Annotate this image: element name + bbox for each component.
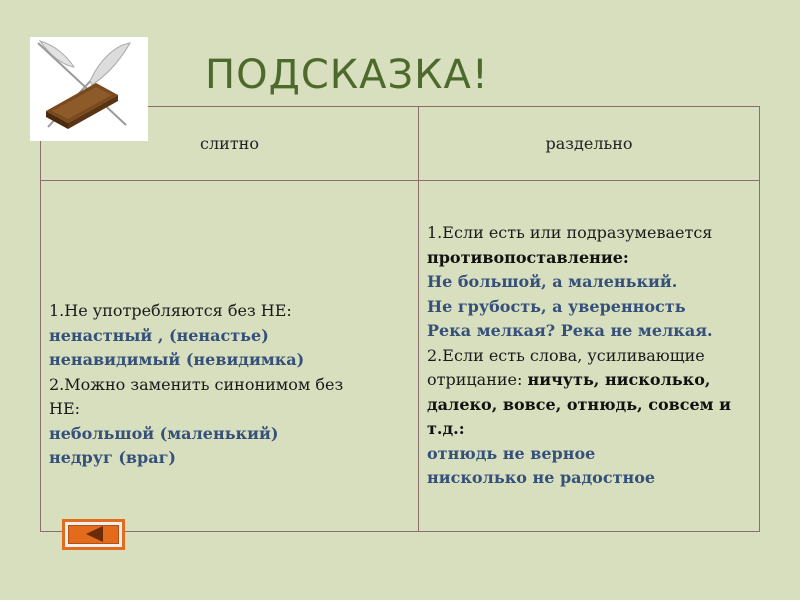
quill-book-logo-icon [30,37,148,141]
page-title: ПОДСКАЗКА! [205,52,489,98]
example-line: недруг (враг) [49,448,176,468]
rule-keywords: ничуть, нисколько, [527,370,711,390]
rule-line: 2.Можно заменить синонимом без [49,374,344,394]
header-together: слитно [41,107,419,181]
example-line: Не большой, а маленький. [427,272,678,292]
rule-line: НЕ: [49,399,81,419]
rule-keyword-line: противопоставление: [427,247,629,267]
example-line: ненастный , (ненастье) [49,325,269,345]
example-line: Не грубость, а уверенность [427,296,686,316]
rule-line: 2.Если есть слова, усиливающие [427,345,705,365]
hint-table [40,106,760,532]
example-line: нисколько не радостное [427,468,656,488]
back-button[interactable] [62,519,125,550]
example-line: Река мелкая? Река не мелкая. [427,321,713,341]
rules-together-cell [41,181,419,532]
rule-line: 1.Если есть или подразумевается [427,223,713,243]
example-line: небольшой (маленький) [49,423,279,443]
rules-together-list [41,241,418,471]
header-separately: раздельно [419,107,760,181]
triangle-left-icon [83,524,105,544]
table-body-row [41,181,760,532]
example-line: отнюдь не верное [427,443,596,463]
table-header-row [41,107,760,181]
rule-line-lead: отрицание: [427,370,528,390]
rule-keyword-line: далеко, вовсе, отнюдь, совсем и [427,394,731,414]
rule-keyword-line: т.д.: [427,419,465,439]
rule-line: 1.Не употребляются без НЕ: [49,301,292,321]
rule-line [427,368,751,393]
rules-separately-cell [419,181,760,532]
example-line: ненавидимый (невидимка) [49,350,305,370]
rules-separately-list [419,221,759,491]
